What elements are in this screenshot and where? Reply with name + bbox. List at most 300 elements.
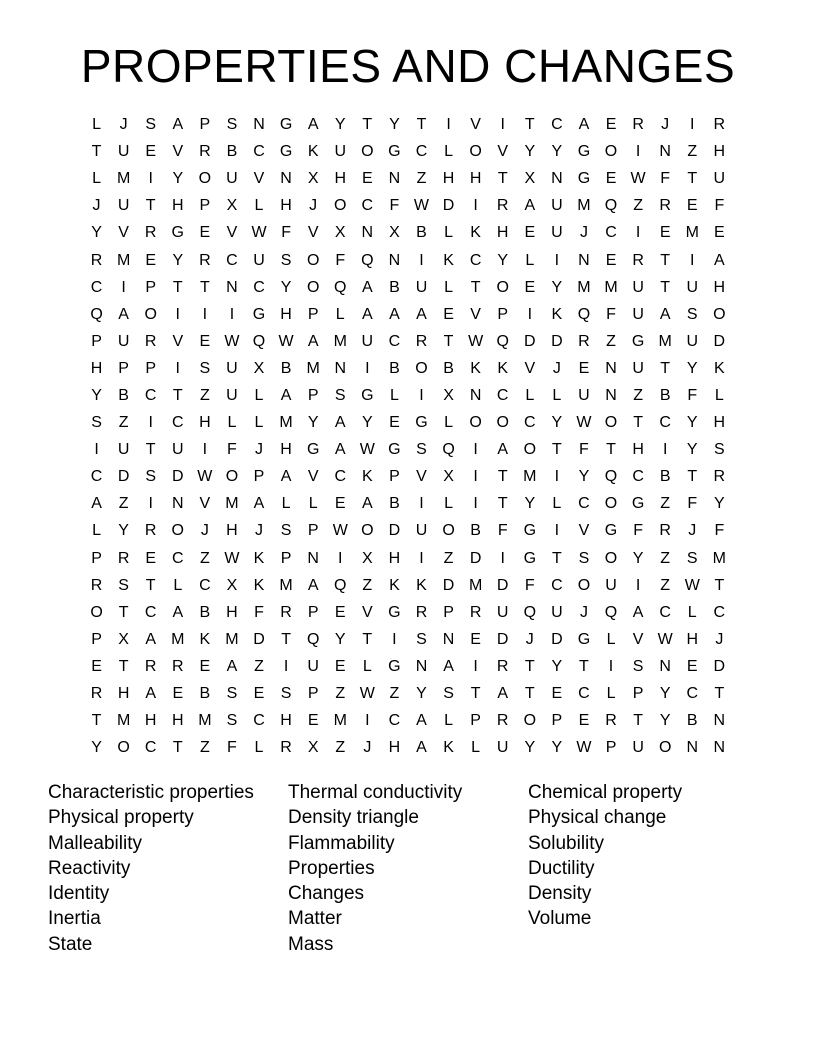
grid-letter[interactable]: E — [199, 332, 211, 350]
grid-letter[interactable]: V — [172, 143, 184, 161]
grid-letter[interactable]: U — [226, 359, 238, 377]
grid-letter[interactable]: T — [660, 359, 671, 377]
grid-letter[interactable]: U — [496, 603, 509, 621]
grid-letter[interactable]: R — [144, 332, 157, 350]
grid-letter[interactable]: I — [94, 441, 99, 459]
grid-letter[interactable]: P — [443, 603, 454, 621]
grid-letter[interactable]: C — [253, 712, 265, 730]
grid-letter[interactable]: O — [604, 414, 618, 432]
grid-letter[interactable]: Y — [91, 386, 102, 404]
grid-letter[interactable]: V — [226, 224, 238, 242]
grid-letter[interactable]: K — [443, 251, 454, 269]
grid-letter[interactable]: Q — [604, 603, 618, 621]
grid-letter[interactable]: U — [415, 522, 428, 540]
grid-letter[interactable]: X — [361, 549, 373, 567]
grid-letter[interactable]: X — [226, 197, 238, 215]
grid-letter[interactable]: A — [659, 305, 671, 323]
grid-letter[interactable]: Z — [199, 549, 210, 567]
grid-letter[interactable]: O — [225, 468, 239, 486]
grid-letter[interactable]: I — [202, 441, 208, 459]
grid-letter[interactable]: T — [118, 603, 129, 621]
grid-letter[interactable]: V — [524, 359, 536, 377]
grid-letter[interactable]: Z — [633, 386, 643, 404]
grid-letter[interactable]: N — [388, 170, 401, 188]
grid-letter[interactable]: S — [578, 549, 590, 567]
grid-letter[interactable]: O — [577, 576, 591, 594]
grid-letter[interactable]: T — [524, 685, 535, 703]
grid-letter[interactable]: E — [253, 685, 265, 703]
grid-letter[interactable]: C — [551, 576, 563, 594]
grid-letter[interactable]: Y — [91, 224, 102, 242]
grid-letter[interactable]: P — [307, 305, 319, 323]
grid-letter[interactable]: A — [253, 495, 265, 513]
grid-letter[interactable]: L — [525, 386, 535, 404]
grid-letter[interactable]: U — [686, 332, 699, 350]
grid-letter[interactable]: N — [659, 657, 671, 675]
grid-letter[interactable]: W — [576, 414, 592, 432]
grid-letter[interactable]: A — [307, 332, 319, 350]
grid-letter[interactable]: L — [606, 630, 616, 648]
grid-letter[interactable]: S — [686, 305, 698, 323]
grid-letter[interactable]: N — [605, 359, 617, 377]
grid-letter[interactable]: A — [280, 468, 292, 486]
grid-letter[interactable]: L — [389, 386, 399, 404]
grid-letter[interactable]: E — [334, 657, 346, 675]
grid-letter[interactable]: W — [224, 332, 240, 350]
grid-letter[interactable]: Y — [578, 468, 590, 486]
grid-letter[interactable]: U — [226, 386, 238, 404]
grid-letter[interactable]: F — [714, 522, 725, 540]
grid-letter[interactable]: H — [144, 712, 157, 730]
grid-letter[interactable]: R — [90, 251, 103, 269]
grid-letter[interactable]: P — [145, 278, 157, 296]
grid-letter[interactable]: G — [388, 657, 401, 675]
grid-letter[interactable]: C — [144, 603, 157, 621]
grid-letter[interactable]: I — [473, 495, 478, 513]
grid-letter[interactable]: B — [118, 386, 129, 404]
grid-letter[interactable]: O — [144, 305, 157, 323]
grid-letter[interactable]: Z — [118, 495, 129, 513]
grid-letter[interactable]: I — [175, 359, 180, 377]
grid-letter[interactable]: Z — [335, 739, 346, 757]
grid-letter[interactable]: J — [552, 359, 561, 377]
grid-letter[interactable]: N — [713, 739, 726, 757]
grid-letter[interactable]: M — [577, 278, 591, 296]
grid-letter[interactable]: E — [470, 630, 481, 648]
grid-letter[interactable]: Y — [172, 251, 184, 269]
grid-letter[interactable]: R — [90, 576, 103, 594]
grid-letter[interactable]: U — [171, 441, 184, 459]
grid-letter[interactable]: Q — [334, 278, 347, 296]
grid-letter[interactable]: N — [334, 359, 347, 377]
grid-letter[interactable]: O — [361, 522, 374, 540]
grid-letter[interactable]: T — [714, 576, 725, 594]
grid-letter[interactable]: R — [144, 224, 157, 242]
grid-letter[interactable]: V — [470, 116, 481, 134]
grid-letter[interactable]: B — [470, 522, 481, 540]
grid-letter[interactable]: G — [388, 441, 401, 459]
grid-letter[interactable]: Q — [252, 332, 266, 350]
grid-letter[interactable]: E — [199, 657, 211, 675]
grid-letter[interactable]: Q — [306, 630, 320, 648]
grid-letter[interactable]: R — [199, 143, 211, 161]
grid-letter[interactable]: T — [497, 468, 508, 486]
grid-letter[interactable]: I — [365, 359, 370, 377]
grid-letter[interactable]: W — [468, 332, 484, 350]
grid-letter[interactable]: D — [551, 630, 563, 648]
grid-letter[interactable]: M — [116, 170, 131, 188]
grid-letter[interactable]: R — [605, 712, 617, 730]
grid-letter[interactable]: V — [118, 224, 129, 242]
grid-letter[interactable]: E — [145, 143, 157, 161]
grid-letter[interactable]: T — [551, 549, 562, 567]
grid-letter[interactable]: H — [442, 170, 455, 188]
grid-letter[interactable]: W — [657, 630, 673, 648]
grid-letter[interactable]: J — [715, 630, 724, 648]
grid-letter[interactable]: O — [658, 739, 672, 757]
grid-letter[interactable]: M — [523, 468, 537, 486]
grid-letter[interactable]: J — [579, 224, 588, 242]
grid-letter[interactable]: N — [307, 549, 319, 567]
grid-letter[interactable]: G — [577, 630, 591, 648]
grid-letter[interactable]: Q — [361, 251, 374, 269]
grid-letter[interactable]: E — [443, 305, 454, 323]
grid-letter[interactable]: I — [392, 630, 397, 648]
grid-letter[interactable]: X — [389, 224, 400, 242]
grid-letter[interactable]: W — [576, 739, 592, 757]
grid-letter[interactable]: L — [92, 170, 101, 188]
grid-letter[interactable]: L — [444, 224, 453, 242]
grid-letter[interactable]: L — [525, 251, 535, 269]
grid-letter[interactable]: I — [229, 305, 235, 323]
grid-letter[interactable]: I — [608, 657, 614, 675]
grid-letter[interactable]: K — [470, 359, 481, 377]
grid-letter[interactable]: G — [415, 414, 428, 432]
grid-letter[interactable]: S — [686, 549, 698, 567]
grid-letter[interactable]: H — [280, 712, 292, 730]
grid-letter[interactable]: S — [416, 630, 427, 648]
grid-letter[interactable]: T — [687, 468, 698, 486]
grid-letter[interactable]: P — [605, 739, 617, 757]
grid-letter[interactable]: T — [470, 278, 481, 296]
grid-letter[interactable]: Y — [334, 116, 346, 134]
grid-letter[interactable]: A — [416, 305, 427, 323]
grid-letter[interactable]: E — [145, 251, 157, 269]
grid-letter[interactable]: S — [280, 522, 292, 540]
grid-letter[interactable]: A — [145, 630, 157, 648]
grid-letter[interactable]: X — [443, 468, 454, 486]
grid-letter[interactable]: D — [388, 522, 401, 540]
grid-letter[interactable]: Y — [686, 414, 698, 432]
grid-letter[interactable]: D — [713, 332, 726, 350]
grid-letter[interactable]: M — [658, 332, 672, 350]
grid-letter[interactable]: R — [117, 549, 130, 567]
grid-letter[interactable]: M — [712, 549, 726, 567]
grid-letter[interactable]: I — [419, 386, 424, 404]
grid-letter[interactable]: R — [659, 522, 671, 540]
grid-letter[interactable]: I — [473, 468, 478, 486]
grid-letter[interactable]: M — [279, 414, 293, 432]
grid-letter[interactable]: U — [632, 278, 644, 296]
grid-letter[interactable]: S — [226, 685, 238, 703]
grid-letter[interactable]: J — [200, 522, 209, 540]
grid-letter[interactable]: H — [496, 224, 509, 242]
grid-letter[interactable]: O — [306, 251, 320, 269]
grid-letter[interactable]: P — [280, 549, 292, 567]
grid-letter[interactable]: T — [172, 278, 183, 296]
grid-letter[interactable]: H — [713, 414, 726, 432]
grid-letter[interactable]: N — [578, 251, 590, 269]
grid-letter[interactable]: I — [635, 143, 641, 161]
grid-letter[interactable]: C — [361, 197, 374, 215]
grid-letter[interactable]: T — [172, 739, 183, 757]
grid-letter[interactable]: J — [579, 603, 588, 621]
grid-letter[interactable]: B — [443, 359, 454, 377]
grid-letter[interactable]: W — [251, 224, 267, 242]
grid-letter[interactable]: E — [686, 657, 698, 675]
grid-letter[interactable]: L — [254, 197, 264, 215]
grid-letter[interactable]: I — [446, 116, 451, 134]
grid-letter[interactable]: Z — [362, 576, 373, 594]
grid-letter[interactable]: H — [226, 603, 238, 621]
grid-letter[interactable]: C — [578, 495, 590, 513]
grid-letter[interactable]: E — [172, 685, 184, 703]
grid-letter[interactable]: T — [362, 630, 373, 648]
grid-letter[interactable]: O — [306, 278, 320, 296]
grid-letter[interactable]: P — [307, 603, 319, 621]
grid-letter[interactable]: B — [199, 603, 211, 621]
grid-letter[interactable]: C — [578, 685, 590, 703]
grid-letter[interactable]: U — [117, 332, 130, 350]
grid-letter[interactable]: I — [419, 549, 424, 567]
grid-letter[interactable]: U — [551, 197, 563, 215]
grid-letter[interactable]: T — [660, 278, 671, 296]
grid-letter[interactable]: I — [690, 251, 695, 269]
grid-letter[interactable]: H — [226, 522, 238, 540]
grid-letter[interactable]: V — [253, 170, 265, 188]
grid-letter[interactable]: D — [442, 576, 455, 594]
grid-letter[interactable]: D — [469, 549, 482, 567]
grid-letter[interactable]: T — [497, 170, 508, 188]
grid-letter[interactable]: A — [714, 251, 725, 269]
grid-letter[interactable]: R — [713, 116, 726, 134]
grid-letter[interactable]: I — [473, 441, 478, 459]
grid-letter[interactable]: Y — [551, 739, 563, 757]
grid-letter[interactable]: R — [90, 685, 103, 703]
grid-letter[interactable]: C — [388, 332, 401, 350]
grid-letter[interactable]: E — [145, 549, 157, 567]
grid-letter[interactable]: T — [91, 143, 102, 161]
grid-letter[interactable]: X — [443, 386, 454, 404]
grid-letter[interactable]: U — [117, 143, 130, 161]
grid-letter[interactable]: Z — [199, 386, 210, 404]
grid-letter[interactable]: A — [443, 657, 454, 675]
grid-letter[interactable]: G — [577, 143, 591, 161]
grid-letter[interactable]: G — [361, 386, 374, 404]
grid-letter[interactable]: G — [523, 522, 537, 540]
grid-letter[interactable]: A — [361, 278, 373, 296]
grid-letter[interactable]: R — [171, 657, 184, 675]
grid-letter[interactable]: R — [632, 116, 644, 134]
grid-letter[interactable]: C — [659, 603, 671, 621]
grid-letter[interactable]: Z — [199, 739, 210, 757]
grid-letter[interactable]: A — [307, 576, 319, 594]
grid-letter[interactable]: E — [389, 414, 400, 432]
grid-letter[interactable]: W — [413, 197, 430, 215]
grid-letter[interactable]: D — [253, 630, 265, 648]
grid-letter[interactable]: W — [224, 549, 240, 567]
grid-letter[interactable]: O — [604, 495, 618, 513]
grid-letter[interactable]: N — [361, 224, 374, 242]
grid-letter[interactable]: I — [365, 712, 370, 730]
grid-letter[interactable]: L — [335, 305, 345, 323]
grid-letter[interactable]: A — [91, 495, 102, 513]
grid-letter[interactable]: Y — [686, 441, 698, 459]
grid-letter[interactable]: O — [117, 739, 130, 757]
grid-letter[interactable]: C — [713, 603, 726, 621]
grid-letter[interactable]: U — [415, 278, 428, 296]
grid-letter[interactable]: T — [145, 576, 156, 594]
grid-letter[interactable]: F — [227, 739, 237, 757]
grid-letter[interactable]: Y — [172, 170, 184, 188]
grid-letter[interactable]: R — [144, 522, 157, 540]
grid-letter[interactable]: X — [334, 224, 346, 242]
grid-letter[interactable]: L — [444, 712, 453, 730]
grid-letter[interactable]: Q — [442, 441, 455, 459]
grid-letter[interactable]: Z — [416, 170, 427, 188]
grid-letter[interactable]: V — [307, 224, 319, 242]
grid-letter[interactable]: H — [199, 414, 211, 432]
grid-letter[interactable]: F — [714, 197, 725, 215]
grid-letter[interactable]: C — [253, 278, 265, 296]
grid-letter[interactable]: H — [171, 712, 184, 730]
grid-letter[interactable]: Y — [551, 657, 563, 675]
grid-letter[interactable]: Z — [254, 657, 264, 675]
grid-letter[interactable]: T — [199, 278, 210, 296]
grid-letter[interactable]: Z — [443, 549, 454, 567]
grid-letter[interactable]: R — [144, 657, 157, 675]
grid-letter[interactable]: M — [468, 576, 483, 594]
grid-letter[interactable]: H — [280, 197, 292, 215]
grid-letter[interactable]: N — [253, 116, 265, 134]
grid-letter[interactable]: Z — [118, 414, 129, 432]
grid-letter[interactable]: U — [307, 657, 319, 675]
grid-letter[interactable]: R — [496, 712, 509, 730]
grid-letter[interactable]: W — [684, 576, 700, 594]
grid-letter[interactable]: E — [605, 170, 617, 188]
grid-letter[interactable]: G — [279, 143, 293, 161]
grid-letter[interactable]: D — [496, 630, 509, 648]
grid-letter[interactable]: C — [524, 414, 536, 432]
grid-letter[interactable]: F — [579, 441, 589, 459]
grid-letter[interactable]: Y — [524, 495, 536, 513]
grid-letter[interactable]: A — [524, 197, 536, 215]
grid-letter[interactable]: Y — [307, 414, 319, 432]
grid-letter[interactable]: M — [116, 251, 131, 269]
grid-letter[interactable]: A — [416, 739, 427, 757]
grid-letter[interactable]: A — [497, 441, 509, 459]
grid-letter[interactable]: P — [118, 359, 129, 377]
grid-letter[interactable]: H — [117, 685, 130, 703]
grid-letter[interactable]: S — [226, 712, 238, 730]
grid-letter[interactable]: H — [713, 278, 726, 296]
grid-letter[interactable]: O — [415, 359, 428, 377]
grid-letter[interactable]: O — [713, 305, 726, 323]
grid-letter[interactable]: I — [554, 468, 560, 486]
grid-letter[interactable]: E — [578, 712, 590, 730]
grid-letter[interactable]: G — [388, 143, 401, 161]
grid-letter[interactable]: C — [605, 224, 617, 242]
grid-letter[interactable]: X — [253, 359, 265, 377]
grid-letter[interactable]: G — [631, 332, 645, 350]
grid-letter[interactable]: R — [280, 603, 292, 621]
grid-letter[interactable]: C — [469, 251, 482, 269]
grid-letter[interactable]: T — [145, 197, 156, 215]
grid-letter[interactable]: M — [198, 712, 212, 730]
grid-letter[interactable]: C — [632, 468, 644, 486]
grid-letter[interactable]: T — [416, 116, 427, 134]
grid-letter[interactable]: U — [334, 143, 347, 161]
grid-letter[interactable]: E — [334, 495, 346, 513]
grid-letter[interactable]: C — [415, 143, 428, 161]
grid-letter[interactable]: M — [225, 630, 239, 648]
grid-letter[interactable]: C — [226, 251, 238, 269]
grid-letter[interactable]: C — [496, 386, 509, 404]
grid-letter[interactable]: J — [363, 739, 372, 757]
grid-letter[interactable]: R — [578, 332, 590, 350]
grid-letter[interactable]: I — [690, 116, 695, 134]
grid-letter[interactable]: L — [362, 657, 372, 675]
grid-letter[interactable]: B — [659, 468, 671, 486]
grid-letter[interactable]: H — [469, 170, 482, 188]
grid-letter[interactable]: L — [552, 495, 562, 513]
grid-letter[interactable]: A — [334, 414, 346, 432]
grid-letter[interactable]: I — [283, 657, 289, 675]
grid-letter[interactable]: C — [686, 685, 699, 703]
grid-letter[interactable]: D — [496, 576, 509, 594]
grid-letter[interactable]: F — [254, 603, 264, 621]
grid-letter[interactable]: N — [171, 495, 184, 513]
grid-letter[interactable]: T — [145, 441, 156, 459]
grid-letter[interactable]: Y — [389, 116, 400, 134]
grid-letter[interactable]: B — [389, 359, 400, 377]
grid-letter[interactable]: W — [197, 468, 213, 486]
grid-letter[interactable]: D — [551, 332, 563, 350]
grid-letter[interactable]: C — [388, 712, 401, 730]
grid-letter[interactable]: I — [419, 495, 424, 513]
grid-letter[interactable]: M — [333, 712, 347, 730]
grid-letter[interactable]: Y — [91, 739, 102, 757]
grid-letter[interactable]: R — [632, 251, 644, 269]
grid-letter[interactable]: A — [389, 305, 400, 323]
grid-letter[interactable]: H — [334, 170, 347, 188]
grid-letter[interactable]: L — [444, 143, 453, 161]
grid-letter[interactable]: C — [171, 549, 184, 567]
grid-letter[interactable]: R — [280, 739, 292, 757]
grid-letter[interactable]: R — [659, 197, 671, 215]
grid-letter[interactable]: Y — [551, 143, 563, 161]
grid-letter[interactable]: Q — [577, 305, 591, 323]
grid-letter[interactable]: U — [253, 251, 265, 269]
grid-letter[interactable]: M — [685, 224, 699, 242]
grid-letter[interactable]: X — [307, 739, 319, 757]
grid-letter[interactable]: U — [226, 170, 238, 188]
grid-letter[interactable]: U — [361, 332, 374, 350]
grid-letter[interactable]: C — [171, 414, 184, 432]
grid-letter[interactable]: K — [307, 143, 319, 161]
grid-letter[interactable]: E — [334, 603, 346, 621]
grid-letter[interactable]: Z — [660, 549, 671, 567]
